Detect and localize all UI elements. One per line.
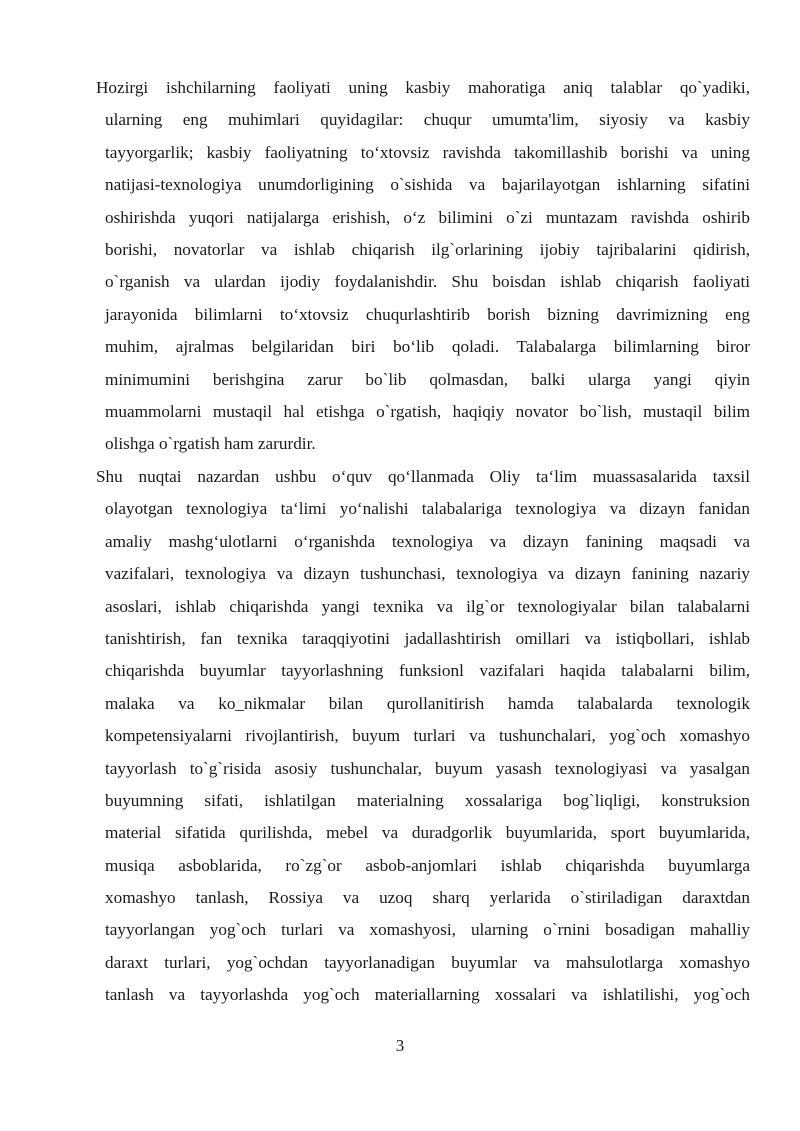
text-line: material sifatida qurilishda, mebel va duradgorlik buyumlarida, sport buyumlarida, xyxy=(105,823,750,843)
text-line: asoslari, ishlab chiqarishda yangi texnika va ilg`or texnologiyalar bilan talabalarni xyxy=(105,596,750,616)
text-line: tayyorlangan yog`och turlari va xomashyosi, ularning o`rnini bosadigan mahalliy xyxy=(105,920,750,940)
text-line: kompetensiyalarni rivojlantirish, buyum turlari va tushunchalari, yog`och xomashyo xyxy=(105,726,750,746)
text-line: vazifalari, texnologiya va dizayn tushunchasi, texnologiya va dizayn fanining nazariy xyxy=(105,564,750,584)
text-line: jarayonida bilimlarni to‘xtovsiz chuqurlashtirib borish bizning davrimizning eng xyxy=(105,304,750,324)
text-line: tayyorgarlik; kasbiy faoliyatning to‘xtovsiz ravishda takomillashib borishi va uning xyxy=(105,142,750,162)
text-line: Hozirgi ishchilarning faoliyati uning kasbiy mahoratiga aniq talablar qo`yadiki, xyxy=(96,78,750,97)
text-line: Shu nuqtai nazardan ushbu o‘quv qo‘llanmada Oliy ta‘lim muassasalarida taxsil xyxy=(96,467,750,486)
text-line: chiqarishda buyumlar tayyorlashning funksionl vazifalari haqida talabalarni bilim, xyxy=(105,661,750,681)
text-line: tanlash va tayyorlashda yog`och materiallarning xossalari va ishlatilishi, yog`och xyxy=(105,985,750,1005)
text-line: tanishtirish, fan texnika taraqqiyotini jadallashtirish omillari va istiqbollari, ishlab xyxy=(105,628,750,648)
text-line: olayotgan texnologiya ta‘limi yo‘nalishi talabalariga texnologiya va dizayn fanidan xyxy=(105,499,750,519)
paragraph-1 xyxy=(96,72,750,461)
text-line: oshirishda yuqori natijalarga erishish, o‘z bilimini o`zi muntazam ravishda oshirib xyxy=(105,207,750,227)
text-line: amaliy mashg‘ulotlarni o‘rganishda texnologiya va dizayn fanining maqsadi va xyxy=(105,531,750,551)
text-line: xomashyo tanlash, Rossiya va uzoq sharq yerlarida o`stiriladigan daraxtdan xyxy=(105,888,750,908)
text-line: natijasi-texnologiya unumdorligining o`sishida va bajarilayotgan ishlarning sifatini xyxy=(105,175,750,195)
text-line: minimumini berishgina zarur bo`lib qolmasdan, balki ularga yangi qiyin xyxy=(105,369,750,389)
text-line: olishga o`rgatish ham zarurdir. xyxy=(105,434,316,454)
text-line: buyumning sifati, ishlatilgan materialning xossalariga bog`liqligi, konstruksion xyxy=(105,790,750,810)
text-line: o`rganish va ulardan ijodiy foydalanishdir. Shu boisdan ishlab chiqarish faoliyati xyxy=(105,272,750,292)
text-line: muammolarni mustaqil hal etishga o`rgatish, haqiqiy novator bo`lish, mustaqil bilim xyxy=(105,401,750,421)
page-number: 3 xyxy=(395,1036,405,1055)
text-line: ularning eng muhimlari quyidagilar: chuqur umumta'lim, siyosiy va kasbiy xyxy=(105,110,750,130)
text-line: muhim, ajralmas belgilaridan biri bo‘lib qoladi. Talabalarga bilimlarning biror xyxy=(105,337,750,357)
paragraph-2 xyxy=(96,461,750,1012)
text-line: musiqa asboblarida, ro`zg`or asbob-anjomlari ishlab chiqarishda buyumlarga xyxy=(105,855,750,875)
text-line: tayyorlash to`g`risida asosiy tushunchalar, buyum yasash texnologiyasi va yasalgan xyxy=(105,758,750,778)
text-line: borishi, novatorlar va ishlab chiqarish ilg`orlarining ijobiy tajribalarini qidirish, xyxy=(105,239,750,259)
text-line: malaka va ko_nikmalar bilan qurollanitirish hamda talabalarda texnologik xyxy=(105,693,750,713)
text-line: daraxt turlari, yog`ochdan tayyorlanadigan buyumlar va mahsulotlarga xomashyo xyxy=(105,952,750,972)
